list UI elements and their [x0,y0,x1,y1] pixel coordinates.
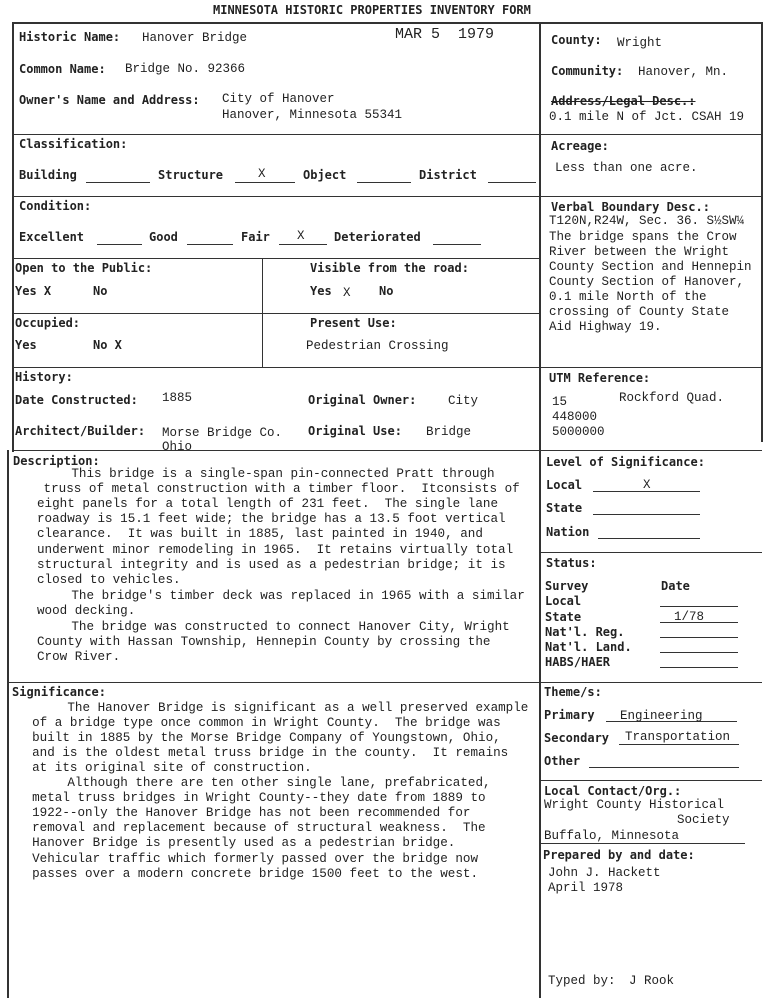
divider [12,367,540,368]
prepared-by-label: Prepared by and date: [543,848,695,862]
theme-primary-value: Engineering [620,709,703,723]
history-label: History: [15,370,73,384]
level-state-label: State [546,501,583,515]
utm-label: UTM Reference: [549,371,651,385]
address-value: 0.1 mile N of Jct. CSAH 19 [549,110,745,124]
date-constructed-value: 1885 [162,391,193,405]
deteriorated-blank [433,244,481,245]
status-habs: HABS/HAER [545,655,611,669]
good-blank [187,244,233,245]
status-local: Local [545,594,582,608]
building-blank [86,182,150,183]
visible-no: No [379,284,394,298]
owner-line1: City of Hanover [222,92,335,106]
verbal-boundary-line: River between the Wright [549,245,730,259]
architect-line1: Morse Bridge Co. [162,426,283,440]
verbal-boundary-label: Verbal Boundary Desc.: [551,200,710,214]
original-owner-value: City [448,394,479,408]
prepared-by-name: John J. Hackett [548,866,661,880]
description-line: wood decking. [37,604,136,618]
significance-line: of a bridge type once common in Wright County. The bridge was [17,716,501,730]
district-label: District [419,168,477,182]
divider [540,780,762,781]
status-survey: Survey [545,579,589,593]
excellent-blank [97,244,142,245]
description-line: This bridge is a single-span pin-connected Pratt through [26,467,495,481]
description-line: roadway is 15.1 feet wide; the bridge has a 13.5 foot vertical [37,512,506,526]
visible-yes-mark: X [343,286,351,300]
divider [12,196,540,197]
condition-label: Condition: [19,199,92,213]
frame-top [12,22,763,24]
verbal-boundary-line: County Section of Hanover, [549,275,745,289]
frame-left-lower [7,450,9,998]
typed-by-label: Typed by: [548,974,616,988]
status-habs-blank [660,667,738,668]
fair-label: Fair [241,230,270,244]
divider [540,450,762,451]
theme-other-blank [589,767,739,768]
common-name-label: Common Name: [19,62,106,76]
local-contact-line2: Society [677,813,730,827]
owner-line2: Hanover, Minnesota 55341 [222,108,403,122]
frame-left-upper [12,22,14,452]
district-blank [488,182,536,183]
theme-secondary-label: Secondary [544,731,610,745]
status-natl-land-blank [660,652,738,653]
description-line: County with Hassan Township, Hennepin County by crossing the [37,635,491,649]
address-label: Address/Legal Desc.: [551,94,696,108]
occupied-yes: Yes [15,338,37,352]
good-label: Good [149,230,178,244]
status-natl-land: Nat'l. Land. [545,640,632,654]
original-owner-label: Original Owner: [308,393,417,407]
fair-mark: X [297,229,305,243]
open-no: No [93,284,108,298]
theme-secondary-value: Transportation [625,730,731,744]
verbal-boundary-line: crossing of County State [549,305,730,319]
significance-line: passes over a modern concrete bridge 1500 feet to the west. [17,867,479,881]
open-public-label: Open to the Public: [15,261,153,275]
verbal-boundary-line: T120N,R24W, Sec. 36. S½SW¼ [549,214,745,228]
local-contact-line1: Wright County Historical [544,798,725,812]
significance-line: removal and replacement because of structural weakness. The [17,821,486,835]
level-local-label: Local [546,478,583,492]
divider [7,682,540,683]
verbal-boundary-line: County Section and Hennepin [549,260,752,274]
description-line: underwent minor remodeling in 1965. It retains virtually total [37,543,514,557]
significance-line: 1922--only the Hanover Bridge has not been recommended for [17,806,471,820]
divider-vertical [262,258,263,368]
utm-quad: Rockford Quad. [619,391,725,405]
architect-line2: Ohio [162,440,193,454]
description-line: The bridge was constructed to connect Hanover City, Wright [26,620,510,634]
status-local-blank [660,606,738,607]
significance-line: The Hanover Bridge is significant as a well preserved example [22,701,529,715]
structure-mark: X [258,167,266,181]
status-label: Status: [546,556,597,570]
status-natl-reg-blank [660,637,738,638]
frame-col-divider [539,22,541,998]
significance-line: built in 1885 by the Morse Bridge Company of Youngstown, Ohio, [17,731,501,745]
date-stamp: MAR 5 1979 [395,26,495,43]
description-line: The bridge's timber deck was replaced in 1965 with a similar [26,589,525,603]
description-line: Crow River. [37,650,121,664]
level-significance-label: Level of Significance: [546,455,705,469]
description-label: Description: [13,454,100,468]
level-local-mark: X [643,478,651,492]
description-line: structural integrity and is used as a pedestrian bridge; it is [37,558,506,572]
verbal-boundary-line: The bridge spans the Crow [549,230,737,244]
significance-label: Significance: [12,685,106,699]
owner-label: Owner's Name and Address: [19,93,200,107]
date-constructed-label: Date Constructed: [15,393,138,407]
common-name-value: Bridge No. 92366 [125,62,246,76]
visible-road-label: Visible from the road: [310,261,469,275]
local-contact-label: Local Contact/Org.: [544,784,682,798]
classification-label: Classification: [19,137,128,151]
utm-northing: 5000000 [552,425,605,439]
themes-label: Theme/s: [544,685,602,699]
utm-easting: 448000 [552,410,598,424]
verbal-boundary-line: 0.1 mile North of the [549,290,707,304]
significance-line: Vehicular traffic which formerly passed over the bridge now [17,852,479,866]
form-title: MINNESOTA HISTORIC PROPERTIES INVENTORY FORM [213,3,531,17]
prepared-by-date: April 1978 [548,881,624,895]
historic-name-label: Historic Name: [19,30,121,44]
building-label: Building [19,168,77,182]
status-natl-reg: Nat'l. Reg. [545,625,625,639]
status-date-header: Date [661,579,690,593]
county-value: Wright [617,36,663,50]
divider [12,134,540,135]
excellent-label: Excellent [19,230,85,244]
description-line: eight panels for a total length of 231 feet. The single lane [37,497,499,511]
acreage-value: Less than one acre. [555,161,698,175]
significance-line: Although there are ten other single lane, prefabricated, [22,776,491,790]
status-state: State [545,610,582,624]
theme-primary-label: Primary [544,708,595,722]
county-label: County: [551,33,602,47]
object-label: Object [303,168,347,182]
deteriorated-label: Deteriorated [334,230,421,244]
description-line: closed to vehicles. [37,573,181,587]
description-line: truss of metal construction with a timber floor. Itconsists of [36,482,520,496]
occupied-label: Occupied: [15,316,81,330]
present-use-label: Present Use: [310,316,397,330]
acreage-label: Acreage: [551,139,609,153]
present-use-value: Pedestrian Crossing [306,339,449,353]
structure-label: Structure [158,168,224,182]
verbal-boundary-line: Aid Highway 19. [549,320,662,334]
historic-name-value: Hanover Bridge [142,31,248,45]
divider [540,367,762,368]
level-state-blank [593,514,700,515]
open-yes: Yes X [15,284,52,298]
community-value: Hanover, Mn. [638,65,729,79]
original-use-value: Bridge [426,425,472,439]
architect-label: Architect/Builder: [15,424,146,438]
divider [12,313,540,314]
divider [12,450,540,451]
divider [540,134,762,135]
visible-yes: Yes [310,284,332,298]
divider [540,196,762,197]
significance-line: at its original site of construction. [17,761,312,775]
significance-line: and is the oldest metal truss bridge in the county. It remains [17,746,509,760]
occupied-no: No X [93,338,122,352]
community-label: Community: [551,64,624,78]
original-use-label: Original Use: [308,424,402,438]
description-line: clearance. It was built in 1885, last painted in 1940, and [37,527,483,541]
significance-line: metal truss bridges in Wright County--they date from 1889 to [17,791,486,805]
local-contact-line3: Buffalo, Minnesota [544,829,680,843]
divider [540,552,762,553]
utm-zone: 15 [552,395,568,409]
status-state-date: 1/78 [674,610,705,624]
divider [540,682,762,683]
theme-other-label: Other [544,754,581,768]
level-nation-blank [598,538,700,539]
frame-right [761,22,763,442]
object-blank [357,182,411,183]
typed-by-value: J Rook [629,974,675,988]
level-nation-label: Nation [546,525,590,539]
divider [12,258,540,259]
significance-line: Hanover Bridge is presently used as a pedestrian bridge. [17,836,456,850]
